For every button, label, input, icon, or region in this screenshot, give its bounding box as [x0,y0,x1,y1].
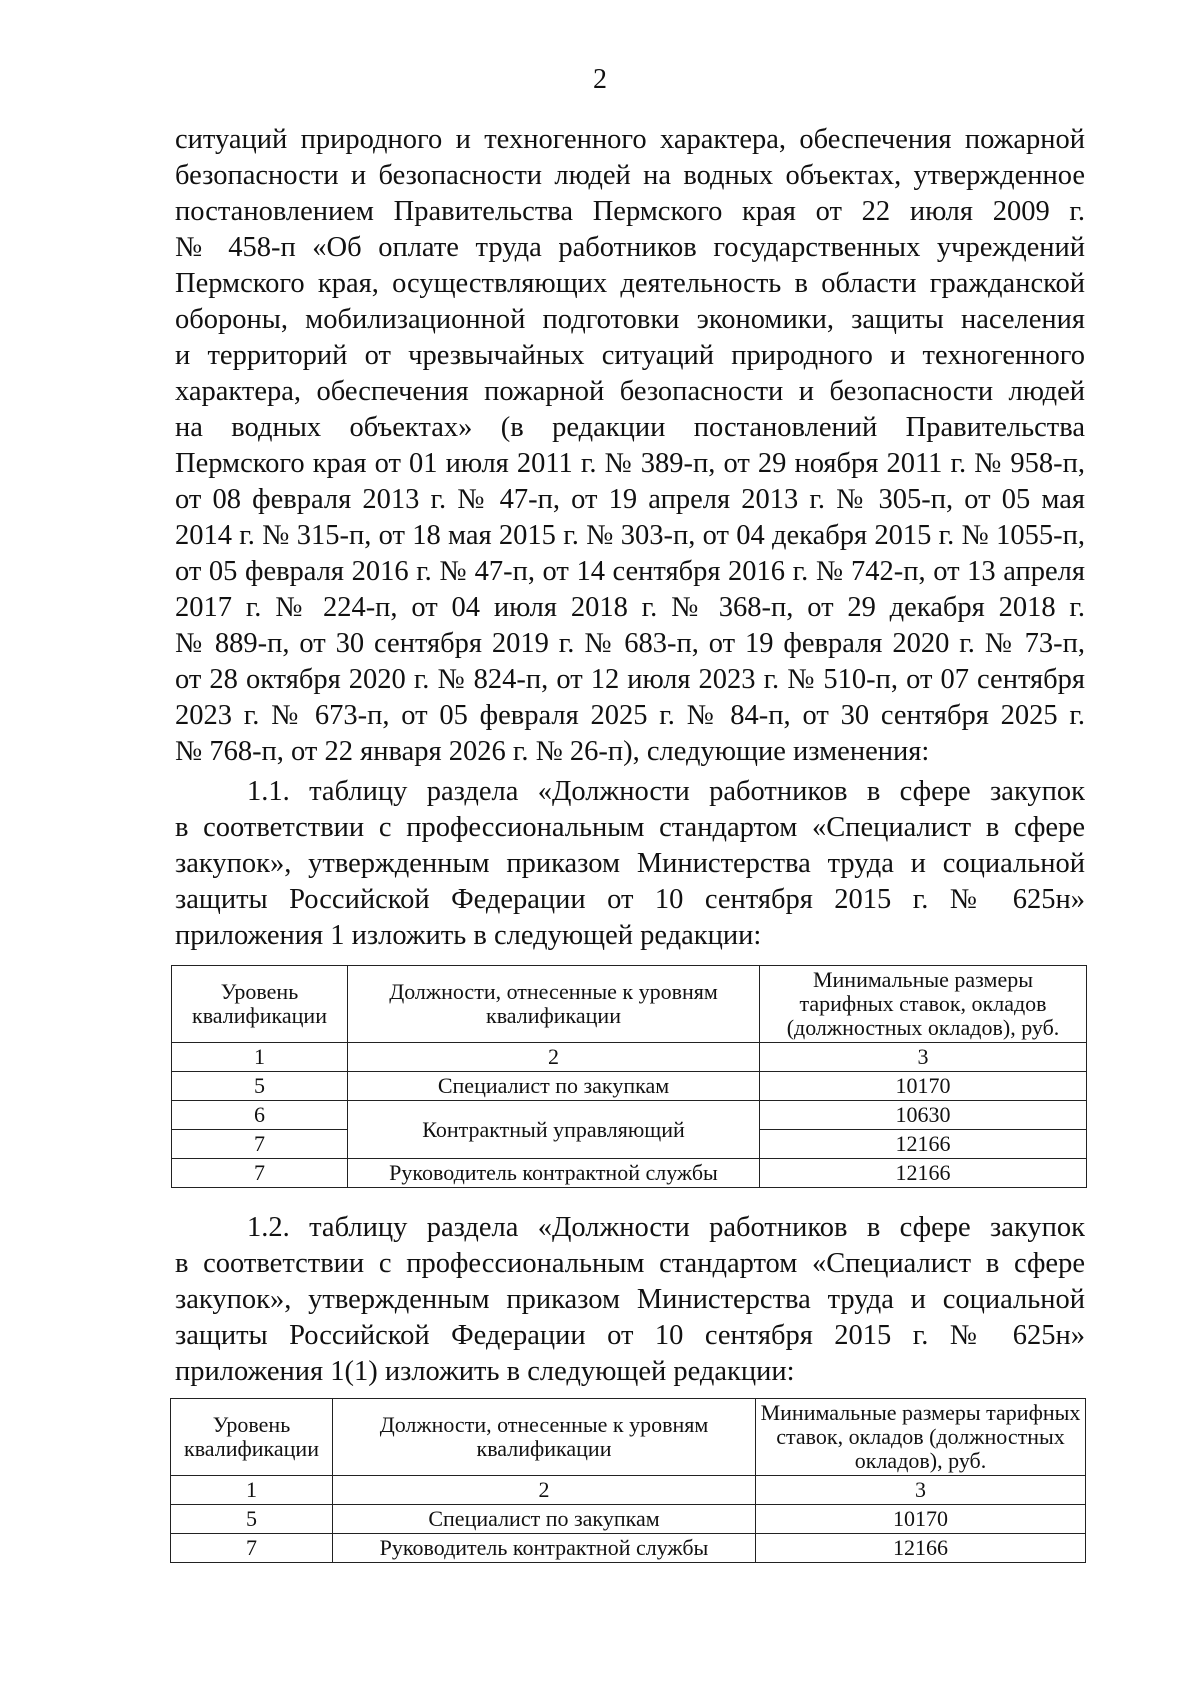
paragraph-line: 2023 г. № 673-п, от 05 февраля 2025 г. № 84-п, от 30 сентября 2025 г. [175,700,1085,731]
table-cell: 2 [348,1043,760,1072]
table-cell: 10170 [756,1505,1086,1534]
table-cell: 10630 [760,1101,1087,1130]
header-cell: Должности, отнесенные к уровням квалификации [348,966,760,1043]
table-cell: 7 [172,1159,348,1188]
paragraph-line: № 889-п, от 30 сентября 2019 г. № 683-п, от 19 февраля 2020 г. № 73-п, [175,628,1085,659]
header-cell: Минимальные размеры тарифных ставок, окладов (должностных окладов), руб. [760,966,1087,1043]
header-cell: Минимальные размеры тарифных ставок, окладов (должностных окладов), руб. [756,1399,1086,1476]
paragraph-line: 2017 г. № 224-п, от 04 июля 2018 г. № 368-п, от 29 декабря 2018 г. [175,592,1085,623]
paragraph-line: закупок», утвержденным приказом Министерства труда и социальной [175,848,1085,879]
table-cell: 10170 [760,1072,1087,1101]
paragraph-line: 2014 г. № 315-п, от 18 мая 2015 г. № 303-п, от 04 декабря 2015 г. № 1055-п, [175,520,1085,551]
paragraph-line: и территорий от чрезвычайных ситуаций природного и техногенного [175,340,1085,371]
paragraph-line: безопасности и безопасности людей на водных объектах, утвержденное [175,160,1085,191]
table-cell: 5 [172,1072,348,1101]
table-cell: 12166 [760,1130,1087,1159]
paragraph-line: постановлением Правительства Пермского края от 22 июля 2009 г. [175,196,1085,227]
table-numbering-row [172,1043,1087,1072]
table-numbering-row [171,1476,1086,1505]
paragraph-line: в соответствии с профессиональным стандартом «Специалист в сфере [175,1248,1085,1279]
paragraph-line: № 768-п, от 22 января 2026 г. № 26-п), следующие изменения: [175,736,930,767]
paragraph-line: 1.1. таблицу раздела «Должности работников в сфере закупок [247,776,1085,807]
table-cell: 12166 [760,1159,1087,1188]
paragraph-line: защиты Российской Федерации от 10 сентября 2015 г. № 625н» [175,884,1085,915]
table-cell: 1 [171,1476,333,1505]
qualification-table-1 [171,965,1087,1188]
paragraph-line: на водных объектах» (в редакции постановлений Правительства [175,412,1085,443]
table-cell: Специалист по закупкам [333,1505,756,1534]
paragraph-line: 1.2. таблицу раздела «Должности работников в сфере закупок [247,1212,1085,1243]
table-cell: Руководитель контрактной службы [333,1534,756,1563]
page-number: 2 [593,64,607,95]
table-cell: Контрактный управляющий [348,1101,760,1159]
table-cell: 1 [172,1043,348,1072]
paragraph-line: приложения 1(1) изложить в следующей редакции: [175,1356,795,1387]
table-cell: 6 [172,1101,348,1130]
table-cell: 5 [171,1505,333,1534]
paragraph-line: закупок», утвержденным приказом Министерства труда и социальной [175,1284,1085,1315]
table-row [172,1101,1087,1130]
table-row [171,1505,1086,1534]
table-cell: Руководитель контрактной службы [348,1159,760,1188]
paragraph-line: от 28 октября 2020 г. № 824-п, от 12 июля 2023 г. № 510-п, от 07 сентября [175,664,1085,695]
header-cell: Должности, отнесенные к уровням квалификации [333,1399,756,1476]
header-cell: Уровень квалификации [172,966,348,1043]
table-cell: Специалист по закупкам [348,1072,760,1101]
qualification-table-2 [170,1398,1086,1563]
paragraph-line: в соответствии с профессиональным стандартом «Специалист в сфере [175,812,1085,843]
header-cell: Уровень квалификации [171,1399,333,1476]
paragraph-line: защиты Российской Федерации от 10 сентября 2015 г. № 625н» [175,1320,1085,1351]
paragraph-line: приложения 1 изложить в следующей редакции: [175,920,762,951]
paragraph-line: Пермского края, осуществляющих деятельность в области гражданской [175,268,1085,299]
table-row [172,1159,1087,1188]
table-cell: 2 [333,1476,756,1505]
paragraph-line: ситуаций природного и техногенного характера, обеспечения пожарной [175,124,1085,155]
paragraph-line: характера, обеспечения пожарной безопасности и безопасности людей [175,376,1085,407]
table-cell: 12166 [756,1534,1086,1563]
paragraph-line: обороны, мобилизационной подготовки экономики, защиты населения [175,304,1085,335]
table-cell: 3 [760,1043,1087,1072]
table-cell: 3 [756,1476,1086,1505]
paragraph-line: Пермского края от 01 июля 2011 г. № 389-п, от 29 ноября 2011 г. № 958-п, [175,448,1085,479]
table-cell: 7 [171,1534,333,1563]
table-row [172,1072,1087,1101]
table-row [171,1534,1086,1563]
paragraph-line: от 05 февраля 2016 г. № 47-п, от 14 сентября 2016 г. № 742-п, от 13 апреля [175,556,1085,587]
table-cell: 7 [172,1130,348,1159]
table-header-row [171,1399,1086,1476]
table-header-row [172,966,1087,1043]
paragraph-line: от 08 февраля 2013 г. № 47-п, от 19 апреля 2013 г. № 305-п, от 05 мая [175,484,1085,515]
paragraph-line: № 458-п «Об оплате труда работников государственных учреждений [175,232,1085,263]
